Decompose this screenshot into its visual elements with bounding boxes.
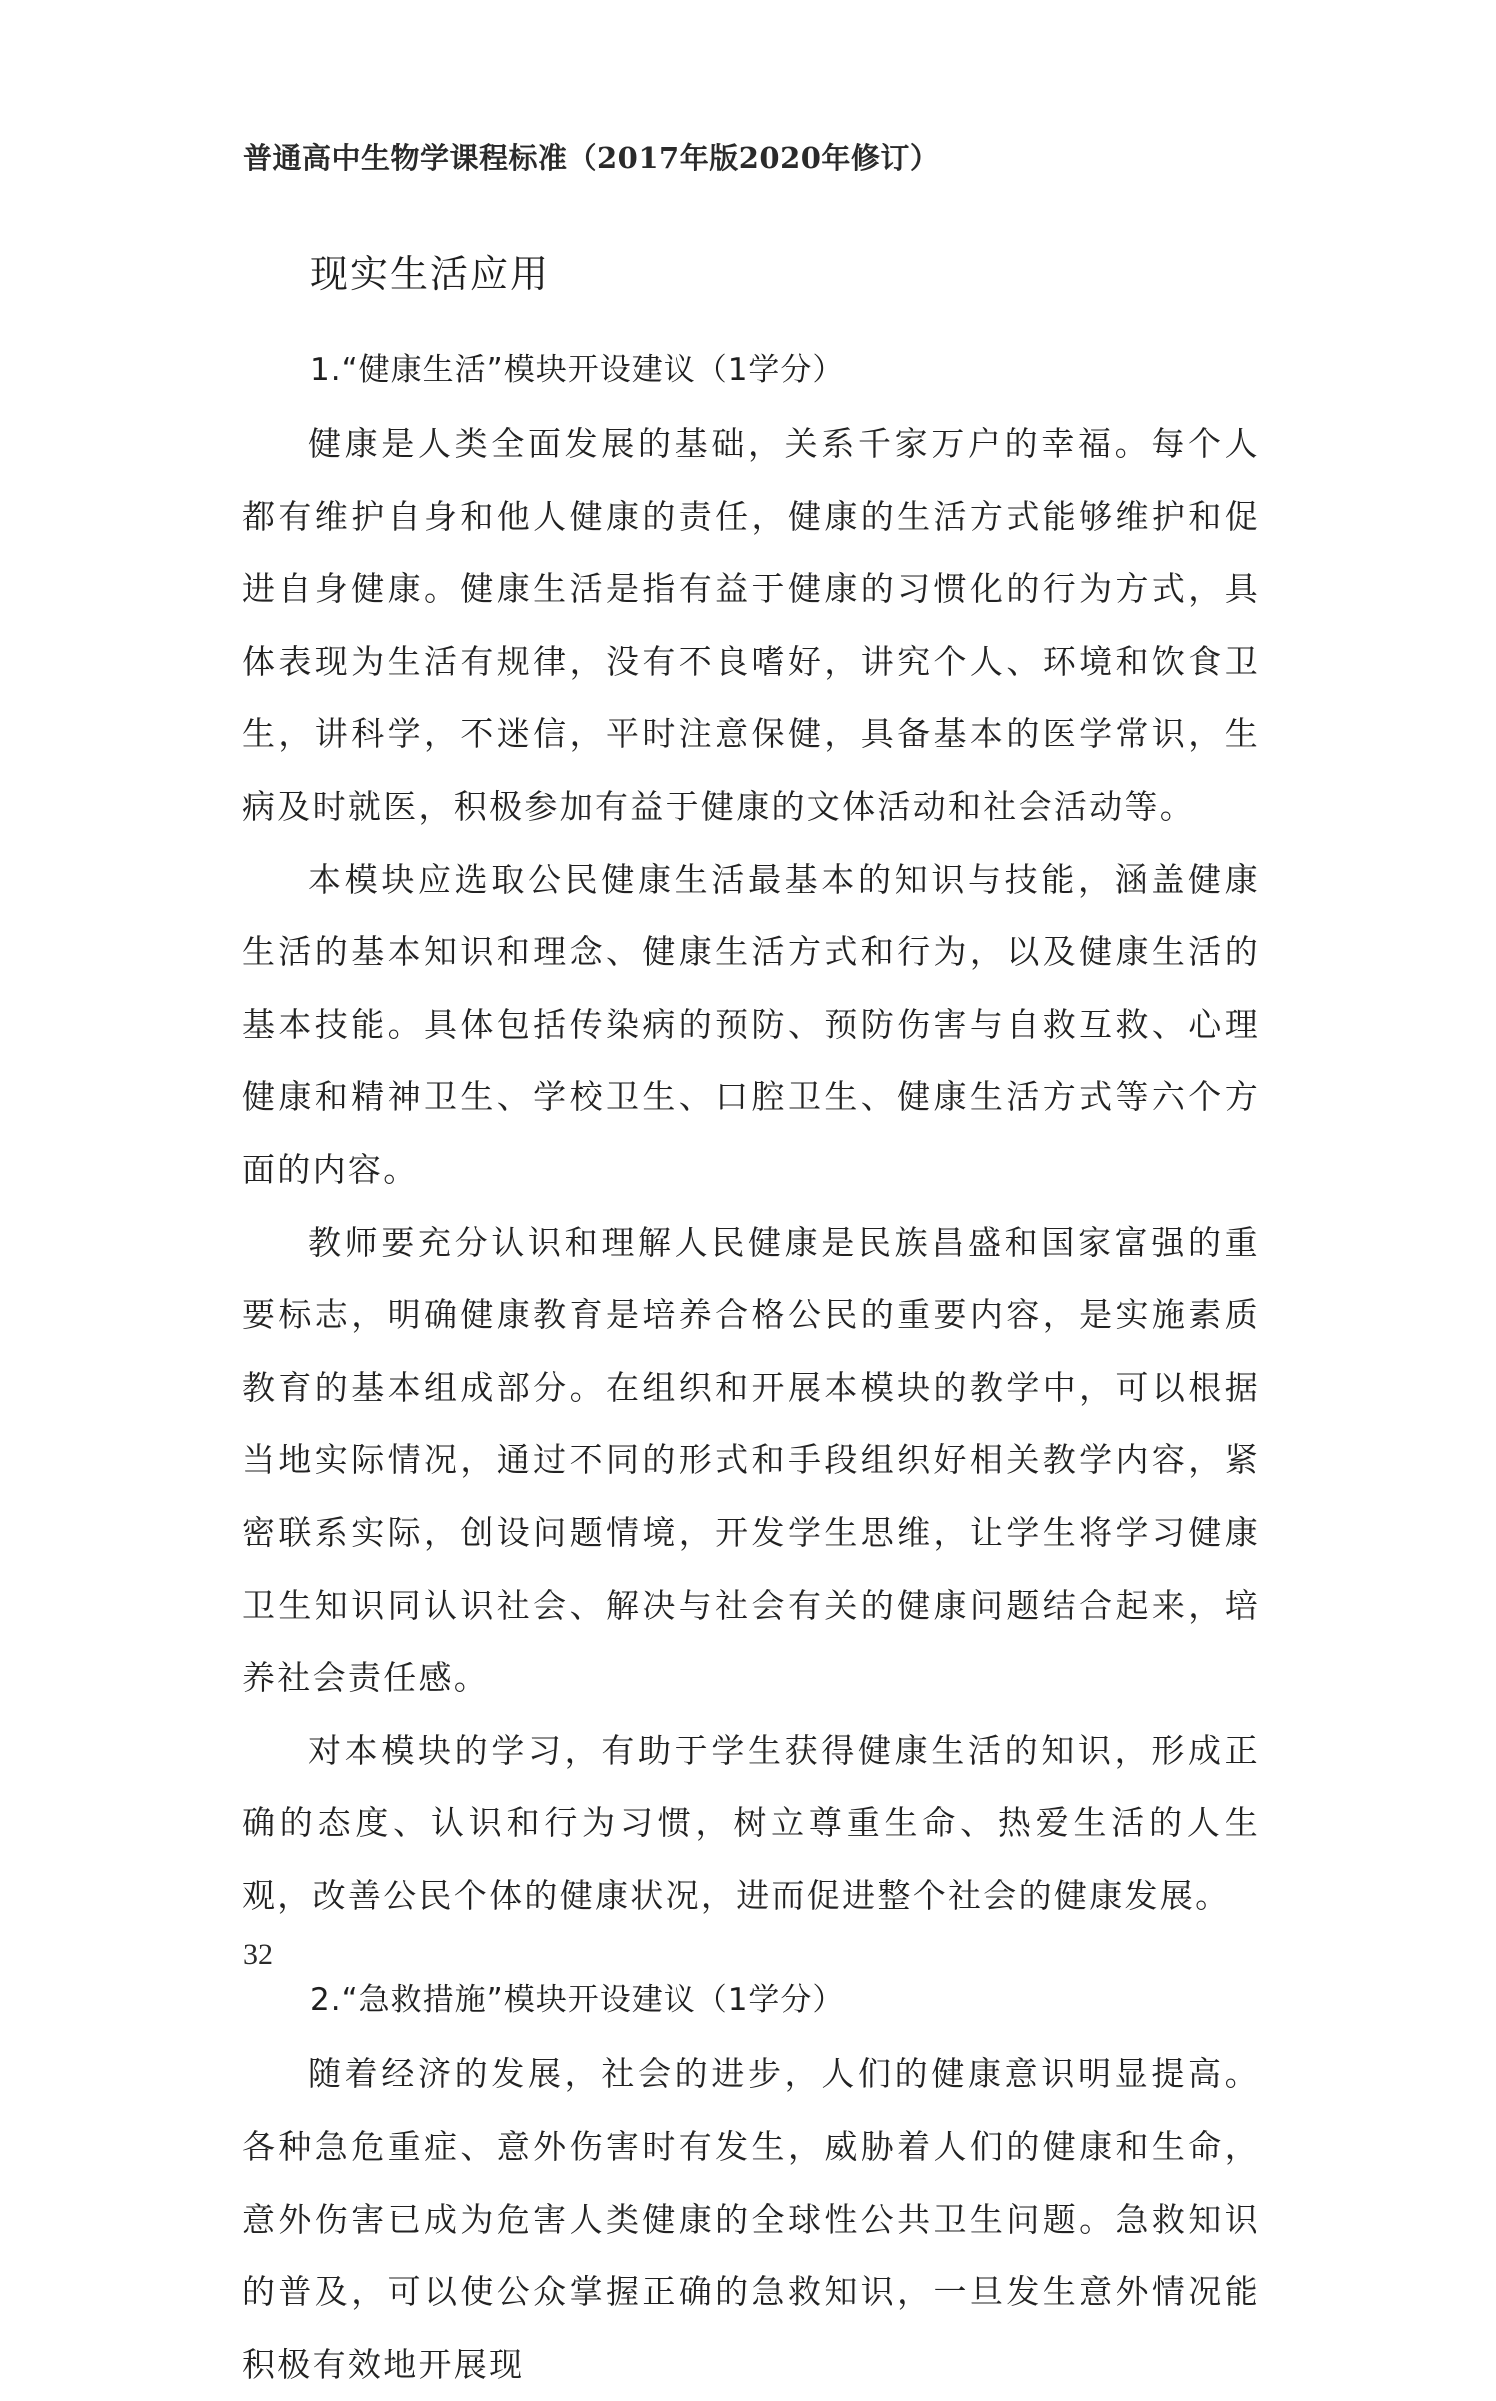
module1-paragraph-4: 对本模块的学习，有助于学生获得健康生活的知识，形成正确的态度、认识和行为习惯，树立尊重生命、热爱生活的人生观，改善公民个体的健康状况，进而促进整个社会的健康发展。 — [242, 1730, 1260, 1915]
running-head: 普通高中生物学课程标准（2017年版2020年修订） — [243, 141, 940, 175]
section-title: 现实生活应用 — [310, 252, 551, 296]
module2-heading: 2.“急救措施”模块开设建议（1学分） — [310, 1982, 845, 2019]
module1-paragraph-3: 教师要充分认识和理解人民健康是民族昌盛和国家富强的重要标志，明确健康教育是培养合格公民的重要内容，是实施素质教育的基本组成部分。在组织和开展本模块的教学中，可以根据当地实际情况，通过不同的形式和手段组织好相关教学内容，紧密联系实际，创设问题情境，开发学生思维，让学生将学习健康卫生知识同认识社会、解决与社会有关的健康问题结合起来，培养社会责任感。 — [242, 1222, 1260, 1698]
page-number: 32 — [243, 1938, 273, 1971]
body-content — [242, 342, 1260, 2401]
module1-heading: 1.“健康生活”模块开设建议（1学分） — [310, 352, 845, 388]
module1-paragraph-1: 健康是人类全面发展的基础，关系千家万户的幸福。每个人都有维护自身和他人健康的责任，健康的生活方式能够维护和促进自身健康。健康生活是指有益于健康的习惯化的行为方式，具体表现为生活有规律，没有不良嗜好，讲究个人、环境和饮食卫生，讲科学，不迷信，平时注意保健，具备基本的医学常识，生病及时就医，积极参加有益于健康的文体活动和社会活动等。 — [242, 424, 1260, 826]
module2-paragraph-1: 随着经济的发展，社会的进步，人们的健康意识明显提高。各种急危重症、意外伤害时有发生，威胁着人们的健康和生命，意外伤害已成为危害人类健康的全球性公共卫生问题。急救知识的普及，可以使公众掌握正确的急救知识，一旦发生意外情况能积极有效地开展现 — [242, 2054, 1260, 2384]
module1-paragraph-2: 本模块应选取公民健康生活最基本的知识与技能，涵盖健康生活的基本知识和理念、健康生活方式和行为，以及健康生活的基本技能。具体包括传染病的预防、预防伤害与自救互救、心理健康和精神卫生、学校卫生、口腔卫生、健康生活方式等六个方面的内容。 — [242, 859, 1260, 1189]
